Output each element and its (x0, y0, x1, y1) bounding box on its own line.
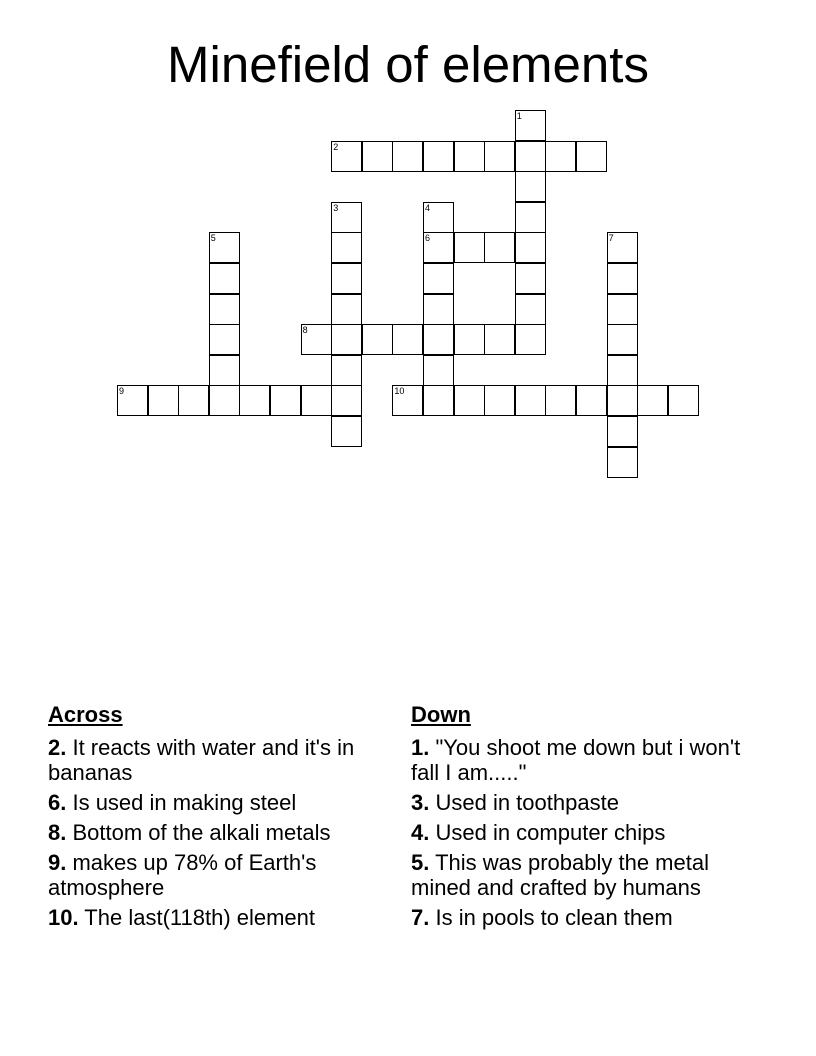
grid-cell[interactable] (423, 324, 454, 355)
grid-cell[interactable] (392, 141, 423, 172)
grid-cell[interactable] (331, 141, 362, 172)
across-clue (48, 735, 378, 785)
grid-cell[interactable] (576, 385, 607, 416)
down-heading: Down (411, 702, 471, 727)
clue-number-label: 8 (302, 325, 308, 336)
grid-cell[interactable] (209, 232, 240, 263)
grid-cell[interactable] (515, 385, 546, 416)
grid-cell[interactable] (454, 232, 485, 263)
grid-cell[interactable] (668, 385, 699, 416)
grid-cell[interactable] (423, 232, 454, 263)
clue-number: 10. (48, 905, 79, 930)
crossword-grid (0, 0, 816, 500)
grid-cell[interactable] (484, 324, 515, 355)
grid-cell[interactable] (423, 141, 454, 172)
grid-cell[interactable] (423, 355, 454, 386)
down-clues (411, 700, 741, 935)
clue-text: Is in pools to clean them (429, 905, 673, 930)
clue-text: "You shoot me down but i won't fall I am....." (411, 735, 741, 785)
grid-cell[interactable] (576, 141, 607, 172)
clue-text: It reacts with water and it's in bananas (48, 735, 355, 785)
grid-cell[interactable] (484, 232, 515, 263)
clue-number: 8. (48, 820, 67, 845)
clue-text: The last(118th) element (78, 905, 316, 930)
clue-number-label: 1 (516, 111, 522, 121)
grid-cell[interactable] (515, 263, 546, 294)
grid-cell[interactable] (607, 447, 638, 478)
grid-cell[interactable] (331, 385, 362, 416)
clue-text: Bottom of the alkali metals (66, 820, 331, 845)
clue-number-label: 2 (333, 141, 339, 152)
clue-number-label: 6 (425, 233, 431, 244)
clue-number-label: 3 (333, 202, 339, 213)
grid-cell[interactable] (209, 355, 240, 386)
grid-cell[interactable] (545, 141, 576, 172)
grid-cell[interactable] (209, 294, 240, 325)
clue-number-label: 7 (608, 233, 614, 244)
grid-cell[interactable] (117, 385, 148, 416)
across-clue (48, 905, 378, 930)
grid-cell[interactable] (607, 263, 638, 294)
clue-number: 4. (411, 820, 430, 845)
grid-cell[interactable] (607, 385, 638, 416)
grid-cell[interactable] (515, 294, 546, 325)
down-clue (411, 850, 741, 900)
clue-text: Is used in making steel (66, 790, 297, 815)
grid-cell[interactable] (331, 355, 362, 386)
down-clue (411, 820, 741, 845)
clue-number-label: 4 (425, 202, 431, 213)
grid-cell[interactable] (607, 355, 638, 386)
grid-cell[interactable] (392, 385, 423, 416)
clue-number: 3. (411, 790, 430, 815)
grid-cell[interactable] (515, 202, 546, 233)
grid-cell[interactable] (392, 324, 423, 355)
grid-cell[interactable] (331, 232, 362, 263)
grid-cell[interactable] (209, 263, 240, 294)
grid-cell[interactable] (362, 141, 393, 172)
grid-cell[interactable] (178, 385, 209, 416)
down-clue (411, 735, 741, 785)
grid-cell[interactable] (484, 141, 515, 172)
across-clue (48, 850, 378, 900)
down-clue (411, 790, 741, 815)
grid-cell[interactable] (607, 416, 638, 447)
grid-cell[interactable] (637, 385, 668, 416)
grid-cell[interactable] (607, 324, 638, 355)
grid-cell[interactable] (209, 385, 240, 416)
clue-number-label: 10 (394, 386, 405, 397)
clue-text: Used in computer chips (429, 820, 666, 845)
grid-cell[interactable] (362, 324, 393, 355)
clue-number-label: 5 (210, 233, 216, 244)
grid-cell[interactable] (515, 171, 546, 202)
grid-cell[interactable] (331, 202, 362, 233)
grid-cell[interactable] (454, 141, 485, 172)
grid-cell[interactable] (545, 385, 576, 416)
grid-cell[interactable] (484, 385, 515, 416)
clue-number: 2. (48, 735, 67, 760)
grid-cell[interactable] (515, 324, 546, 355)
grid-cell[interactable] (270, 385, 301, 416)
across-heading: Across (48, 702, 123, 727)
grid-cell[interactable] (301, 385, 332, 416)
clue-text: makes up 78% of Earth's atmosphere (48, 850, 317, 900)
grid-cell[interactable] (331, 416, 362, 447)
grid-cell[interactable] (454, 385, 485, 416)
clue-text: Used in toothpaste (429, 790, 619, 815)
grid-cell[interactable] (331, 263, 362, 294)
grid-cell[interactable] (515, 110, 546, 141)
puzzle-title: Minefield of elements (167, 36, 649, 93)
clue-number-label: 9 (119, 386, 125, 397)
clue-number: 6. (48, 790, 67, 815)
grid-cell[interactable] (331, 294, 362, 325)
grid-cell[interactable] (454, 324, 485, 355)
clue-number: 1. (411, 735, 430, 760)
across-clue (48, 820, 378, 845)
grid-cell[interactable] (148, 385, 179, 416)
grid-cell[interactable] (515, 232, 546, 263)
down-clue (411, 905, 741, 930)
clue-number: 7. (411, 905, 430, 930)
grid-cell[interactable] (423, 202, 454, 233)
clue-number: 5. (411, 850, 430, 875)
grid-cell[interactable] (607, 232, 638, 263)
clue-text: This was probably the metal mined and crafted by humans (411, 850, 709, 900)
grid-cell[interactable] (423, 294, 454, 325)
across-clue (48, 790, 378, 815)
grid-cell[interactable] (301, 324, 332, 355)
grid-cell[interactable] (209, 324, 240, 355)
grid-cell[interactable] (423, 385, 454, 416)
grid-cell[interactable] (331, 324, 362, 355)
grid-cell[interactable] (423, 263, 454, 294)
grid-cell[interactable] (239, 385, 270, 416)
grid-cell[interactable] (515, 141, 546, 172)
across-clues (48, 700, 378, 935)
grid-cell[interactable] (607, 294, 638, 325)
clue-number: 9. (48, 850, 67, 875)
